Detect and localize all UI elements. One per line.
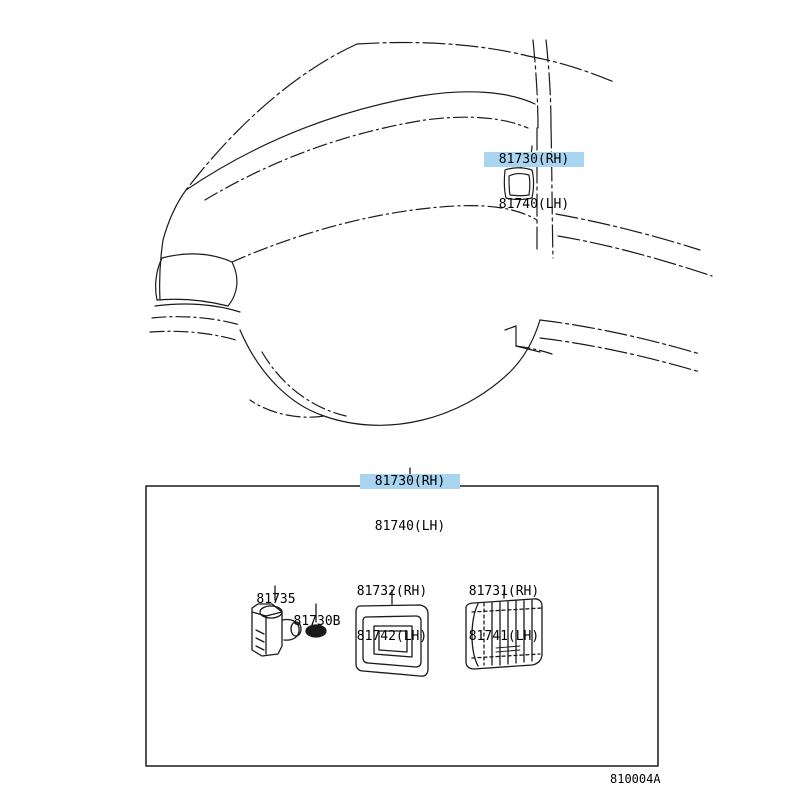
figure-code: 810004A [610,772,661,786]
callout-lens-cover [342,554,442,674]
callout-detail-assembly-line2: 81740(LH) [374,519,446,534]
callout-lamp-body-line1: 81731(RH) [468,584,540,599]
callout-lens-cover-line2: 81742(LH) [356,629,428,644]
callout-top-assembly-line2: 81740(LH) [498,197,570,212]
callout-lamp-body [454,554,554,674]
callout-lamp-body-line2: 81741(LH) [468,629,540,644]
callout-detail-assembly-line1: 81730(RH) [360,474,460,489]
callout-top-assembly-line1: 81730(RH) [484,152,584,167]
callout-bulb-socket-line1: 81735 [256,592,296,607]
callout-clip-line1: 81730B [293,614,341,629]
callout-lens-cover-line1: 81732(RH) [356,584,428,599]
callout-detail-assembly [360,444,460,564]
